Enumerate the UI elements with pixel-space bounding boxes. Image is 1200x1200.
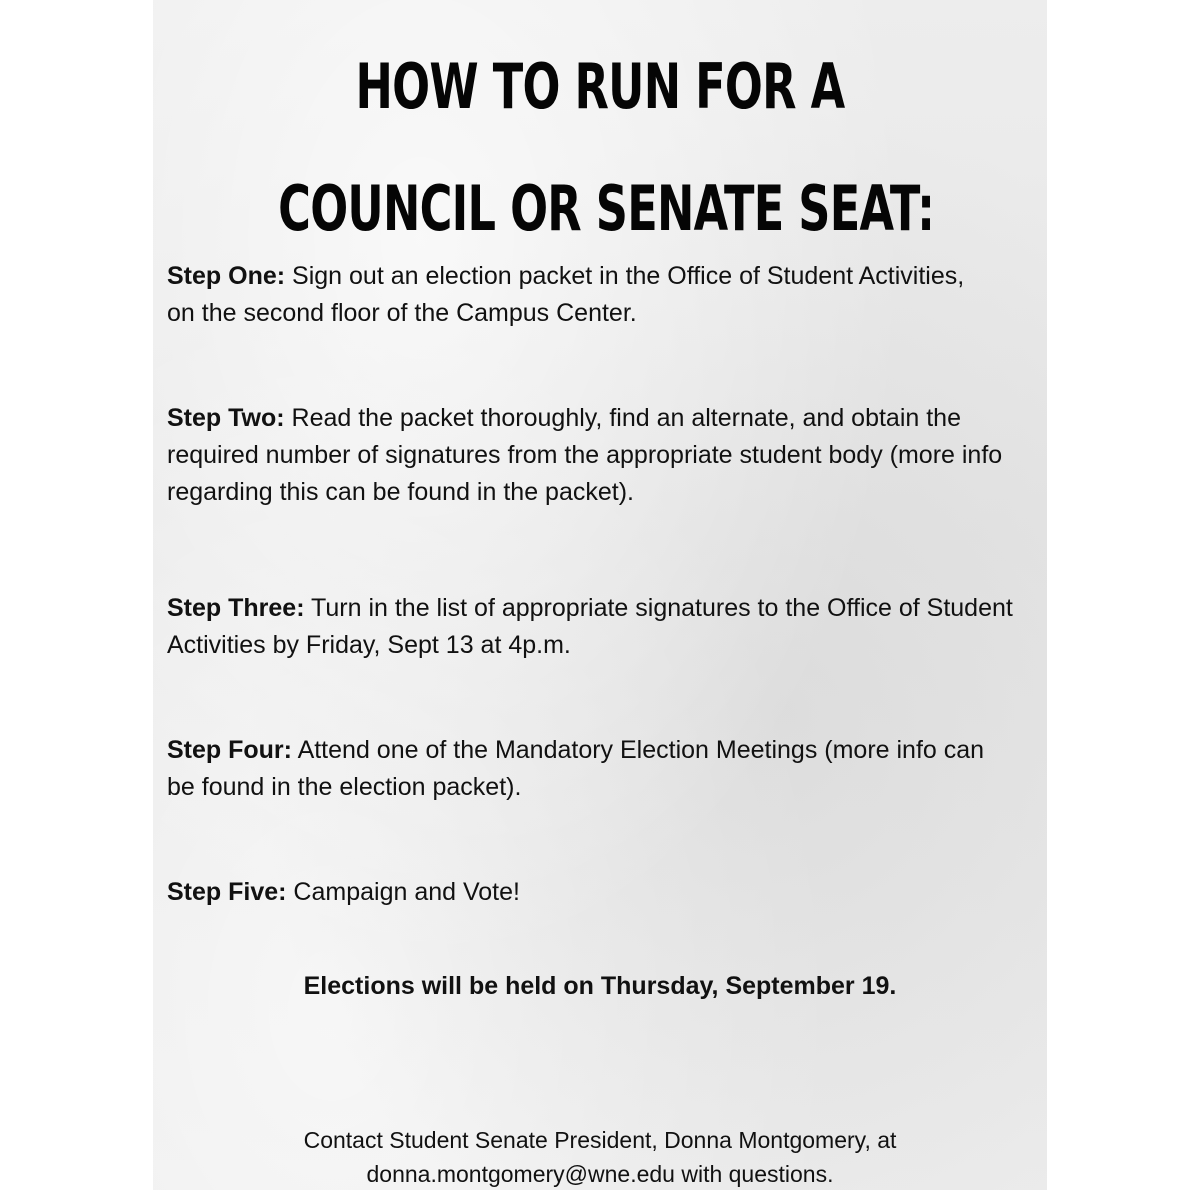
step-two: [167, 400, 1047, 511]
step-one: [167, 258, 997, 332]
step-four-label: Step Four:: [167, 736, 292, 764]
poster-title-line-1: HOW TO RUN FOR A: [355, 50, 845, 123]
step-four: [167, 732, 1017, 806]
elections-date-notice: Elections will be held on Thursday, September 19.: [303, 972, 897, 1000]
step-three: [167, 590, 1047, 664]
step-one-text: Sign out an election packet in the Office of Student Activities, on the second floor of the Campus Center.: [167, 262, 965, 327]
step-four-text: Attend one of the Mandatory Election Meetings (more info can be found in the election packet).: [167, 736, 985, 801]
contact-line-1: Contact Student Senate President, Donna Montgomery, at: [303, 1127, 897, 1153]
step-five-label: Step Five:: [167, 878, 287, 906]
step-five: [167, 874, 1027, 911]
step-three-label: Step Three:: [167, 594, 305, 622]
step-two-text: Read the packet thoroughly, find an alternate, and obtain the required number of signatures from the appropriate student body (more info regarding this can be found in the packet).: [167, 404, 1003, 506]
contact-email-line: donna.montgomery@wne.edu with questions.: [366, 1161, 834, 1187]
election-poster: [153, 0, 1047, 1190]
step-three-text: Turn in the list of appropriate signatures to the Office of Student Activities by Friday, Sept 13 at 4p.m.: [167, 594, 1013, 659]
step-two-label: Step Two:: [167, 404, 285, 432]
poster-title-line-2: COUNCIL OR SENATE SEAT:: [278, 172, 935, 245]
step-one-label: Step One:: [167, 262, 286, 290]
step-five-text: Campaign and Vote!: [286, 878, 520, 906]
contact-info: [153, 1123, 1047, 1190]
